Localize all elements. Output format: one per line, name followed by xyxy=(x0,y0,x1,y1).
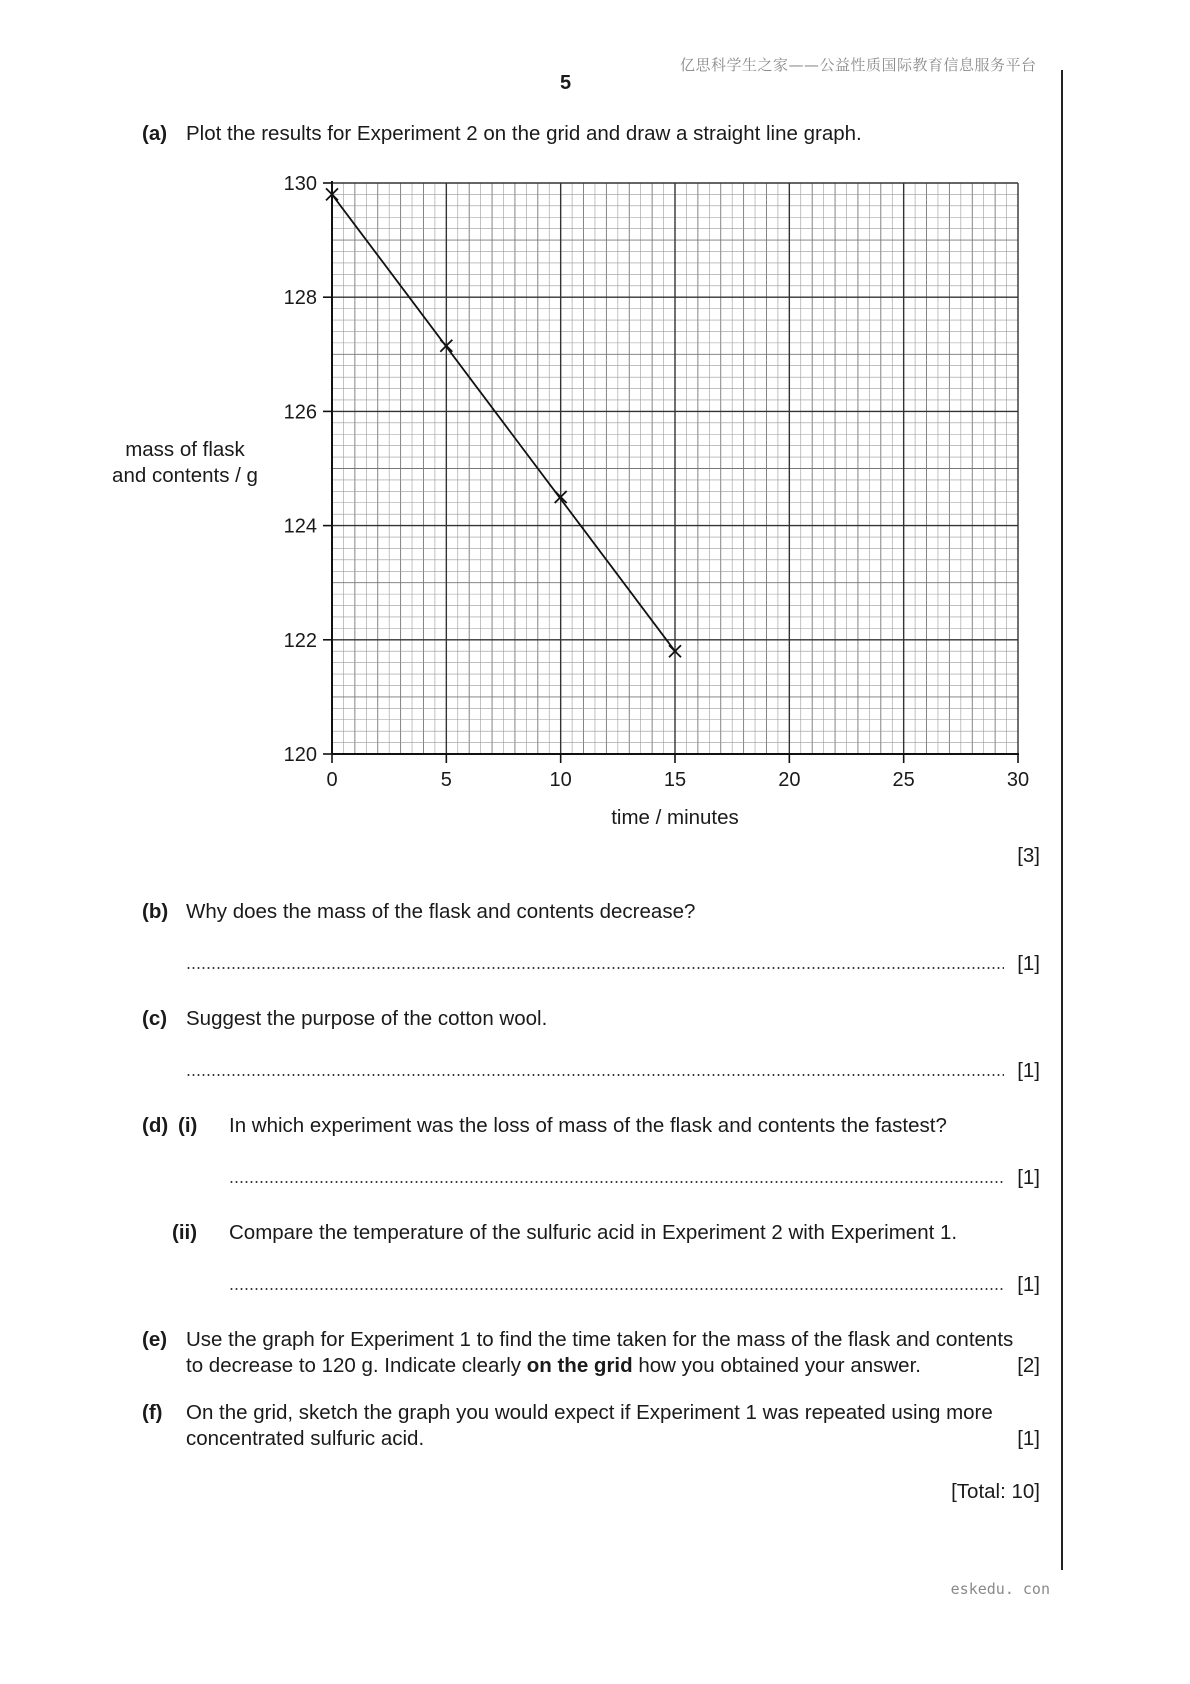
question-f-line1: On the grid, sketch the graph you would expect if Experiment 1 was repeated using more xyxy=(186,1401,993,1424)
x-tick-label: 0 xyxy=(326,769,338,791)
total-marks: [Total: 10] xyxy=(951,1480,1040,1503)
x-tick-label: 10 xyxy=(549,769,572,791)
question-b-marks: [1] xyxy=(1017,952,1040,975)
answer-line-d-ii[interactable] xyxy=(229,1288,1004,1290)
question-c-marks: [1] xyxy=(1017,1059,1040,1082)
y-tick-label: 128 xyxy=(283,287,317,310)
header-watermark: 亿思科学生之家——公益性质国际教育信息服务平台 xyxy=(680,56,1037,74)
y-tick-label: 122 xyxy=(283,629,317,652)
question-a-text: Plot the results for Experiment 2 on the grid and draw a straight line graph. xyxy=(186,122,862,145)
question-e-line1: Use the graph for Experiment 1 to find the time taken for the mass of the flask and contents xyxy=(186,1328,1014,1351)
question-c-label: (c) xyxy=(142,1007,168,1030)
question-b-text: Why does the mass of the flask and contents decrease? xyxy=(186,900,696,923)
question-e-line2-b: how you obtained your answer. xyxy=(632,1354,921,1377)
y-tick-label: 130 xyxy=(283,173,317,195)
y-tick-label: 126 xyxy=(283,401,317,424)
question-e-line2-bold: on the grid xyxy=(526,1354,633,1377)
y-tick-label: 120 xyxy=(283,744,317,766)
question-e-line2-a: to decrease to 120 g. Indicate clearly xyxy=(186,1354,527,1377)
question-d-i-text: In which experiment was the loss of mass of the flask and contents the fastest? xyxy=(229,1114,947,1137)
question-f-line2: concentrated sulfuric acid. xyxy=(186,1427,425,1450)
question-d-ii-marks: [1] xyxy=(1017,1273,1040,1296)
question-d-i-marks: [1] xyxy=(1017,1166,1040,1189)
axes xyxy=(323,181,1019,763)
x-tick-label: 20 xyxy=(778,769,801,791)
question-d-ii-label: (ii) xyxy=(172,1221,198,1244)
question-a-label: (a) xyxy=(142,122,168,145)
question-e-line2 xyxy=(186,1353,921,1379)
question-a-marks: [3] xyxy=(1017,844,1040,867)
answer-line-b[interactable] xyxy=(186,967,1004,969)
question-c-text: Suggest the purpose of the cotton wool. xyxy=(186,1007,548,1030)
answer-line-c[interactable] xyxy=(186,1074,1004,1076)
footer-watermark: eskedu. con xyxy=(950,1580,1050,1598)
question-d-label: (d) xyxy=(142,1114,169,1137)
x-tick-label: 25 xyxy=(892,769,915,791)
question-b-label: (b) xyxy=(142,900,169,923)
y-tick-label: 124 xyxy=(283,515,317,538)
x-tick-label: 5 xyxy=(440,769,452,791)
question-d-ii-text: Compare the temperature of the sulfuric acid in Experiment 2 with Experiment 1. xyxy=(229,1221,958,1244)
x-tick-label: 15 xyxy=(663,769,687,791)
question-f-label: (f) xyxy=(142,1401,163,1424)
y-axis-label-text: mass of flask and contents / g xyxy=(112,438,258,487)
answer-line-d-i[interactable] xyxy=(229,1181,1004,1183)
tick-labels xyxy=(284,173,1030,791)
question-f-marks: [1] xyxy=(1017,1427,1040,1450)
question-e-marks: [2] xyxy=(1017,1354,1040,1377)
x-tick-label: 30 xyxy=(1006,769,1030,791)
question-e-label: (e) xyxy=(142,1328,168,1351)
question-d-i-label: (i) xyxy=(178,1114,198,1137)
x-axis-label: time / minutes xyxy=(611,806,739,829)
page-number: 5 xyxy=(560,72,572,94)
